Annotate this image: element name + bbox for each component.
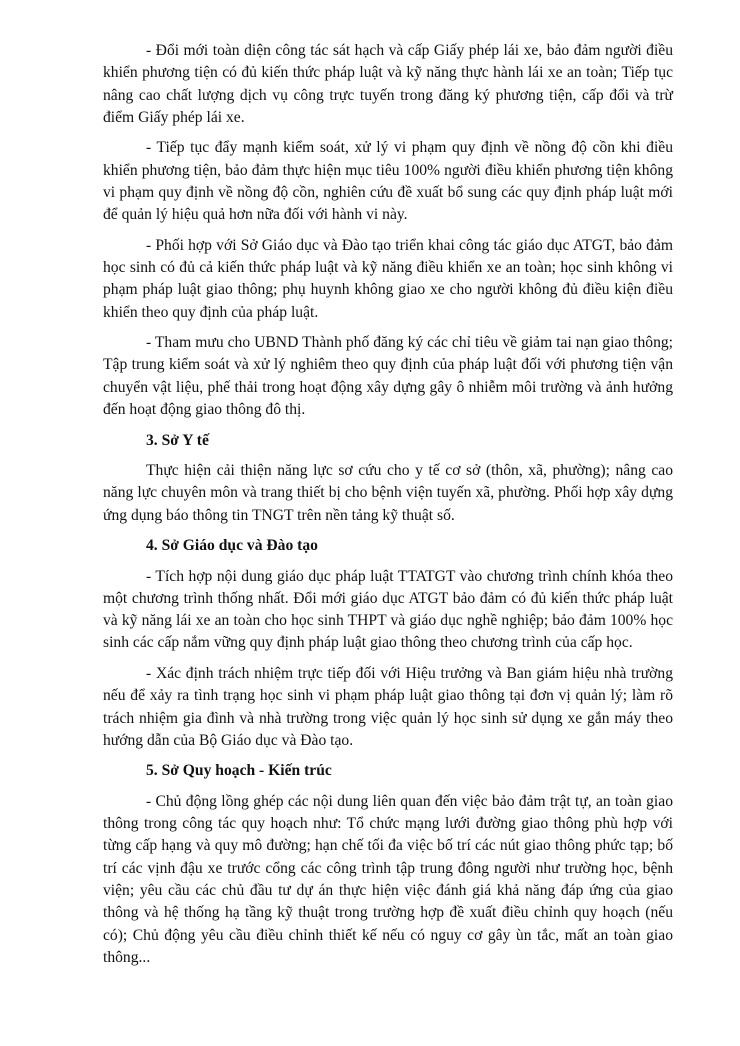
paragraph-planning-integration: - Chủ động lồng ghép các nội dung liên quan đến việc bảo đảm trật tự, an toàn giao thông trong công tác quy hoạch như: Tổ chức mạng lưới đường giao thông phù hợp với từng cấp hạng và quy mô đường; hạn chế tối đa việc bố trí các nút giao thông phức tạp; bố trí các vịnh đậu xe trước cổng các công trình tập trung đông người như trường học, bệnh viện; yêu cầu các chủ đầu tư dự án thực hiện việc đánh giá khả năng đáp ứng của giao thông và hệ thống hạ tầng kỹ thuật trong trường hợp đề xuất điều chỉnh quy hoạch (nếu có); Chủ động yêu cầu điều chỉnh thiết kế nếu có nguy cơ gây ùn tắc, mất an toàn giao thông...	[103, 792, 673, 966]
paragraph-license-reform: - Đổi mới toàn diện công tác sát hạch và cấp Giấy phép lái xe, bảo đảm người điều khiển phương tiện có đủ kiến thức pháp luật và kỹ năng thực hành lái xe an toàn; Tiếp tục nâng cao chất lượng dịch vụ công trực tuyến trong đăng ký phương tiện, cấp đổi và trừ điểm Giấy phép lái xe.	[103, 42, 673, 126]
section-heading-planning: 5. Sở Quy hoạch - Kiến trúc	[146, 762, 332, 780]
section-heading-education: 4. Sở Giáo dục và Đào tạo	[146, 537, 318, 555]
document-page	[103, 40, 673, 977]
section-heading-health: 3. Sở Y tế	[146, 431, 209, 449]
paragraph-alcohol-control: - Tiếp tục đẩy mạnh kiểm soát, xử lý vi phạm quy định về nồng độ cồn khi điều khiển phương tiện, bảo đảm thực hiện mục tiêu 100% người điều khiển phương tiện không vi phạm quy định về nồng độ cồn, nghiên cứu đề xuất bổ sung các quy định pháp luật mới để quản lý hiệu quả hơn nữa đối với hành vi này.	[103, 139, 673, 224]
paragraph-education-responsibility: - Xác định trách nhiệm trực tiếp đối với Hiệu trưởng và Ban giám hiệu nhà trường nếu để xảy ra tình trạng học sinh vi phạm pháp luật giao thông tại đơn vị quản lý; làm rõ trách nhiệm gia đình và nhà trường trong việc quản lý học sinh sử dụng xe gắn máy theo hướng dẫn của Bộ Giáo dục và Đào tạo.	[103, 664, 673, 749]
paragraph-accident-targets: - Tham mưu cho UBND Thành phố đăng ký các chỉ tiêu về giảm tai nạn giao thông; Tập trung kiểm soát và xử lý nghiêm theo quy định của pháp luật đối với phương tiện vận chuyển vật liệu, phế thải trong hoạt động xây dựng gây ô nhiễm môi trường và ảnh hưởng đến hoạt động giao thông đô thị.	[103, 334, 673, 419]
paragraph-health-first-aid: Thực hiện cải thiện năng lực sơ cứu cho y tế cơ sở (thôn, xã, phường); nâng cao năng lực chuyên môn và trang thiết bị cho bệnh viện tuyến xã, phường. Phối hợp xây dựng ứng dụng báo thông tin TNGT trên nền tảng kỹ thuật số.	[103, 461, 673, 524]
paragraph-education-curriculum: - Tích hợp nội dung giáo dục pháp luật TTATGT vào chương trình chính khóa theo một chương trình thống nhất. Đổi mới giáo dục ATGT bảo đảm có đủ kiến thức pháp luật và kỹ năng lái xe an toàn cho học sinh THPT và giáo dục nghề nghiệp; bảo đảm 100% học sinh các cấp nắm vững quy định pháp luật giao thông theo chương trình của cấp học.	[103, 567, 673, 652]
paragraph-education-coordination: - Phối hợp với Sở Giáo dục và Đào tạo triển khai công tác giáo dục ATGT, bảo đảm học sinh có đủ cả kiến thức pháp luật và kỹ năng điều khiển xe an toàn; học sinh không vi phạm pháp luật giao thông; phụ huynh không giao xe cho người không đủ điều kiện điều khiển theo quy định của pháp luật.	[103, 236, 673, 321]
